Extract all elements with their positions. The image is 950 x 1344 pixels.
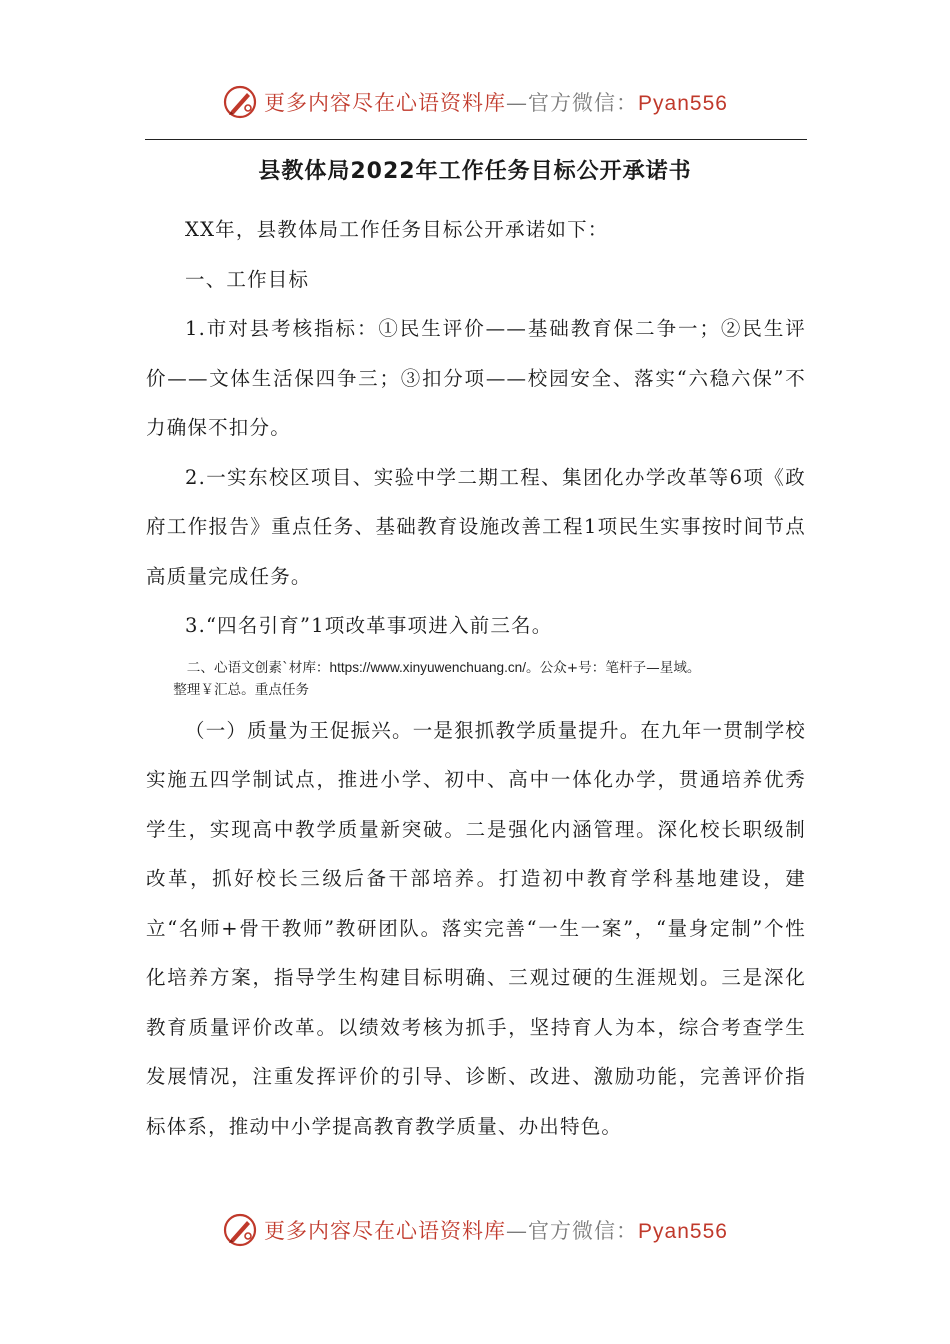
paragraph: 2.一实东校区项目、实验中学二期工程、集团化办学改革等6项《政府工作报告》重点任务、基础教育设施改善工程1项民生实事按时间节点高质量完成任务。 bbox=[146, 465, 806, 588]
paragraph: 3.“四名引育”1项改革事项进入前三名。 bbox=[185, 614, 553, 637]
document-body bbox=[146, 205, 806, 1151]
note-line2: 整理￥汇总。重点任务 bbox=[173, 681, 310, 698]
banner-official-label: 官方微信： bbox=[528, 1219, 639, 1243]
watermark-note bbox=[146, 657, 806, 701]
banner-dash: — bbox=[506, 1219, 529, 1243]
note-url-link[interactable]: https://www.xinyuwenchuang.cn/ bbox=[329, 659, 526, 675]
banner-wechat-id: Pyan556 bbox=[638, 1220, 728, 1243]
section-heading: 一、工作目标 bbox=[185, 267, 310, 291]
banner-official-label: 官方微信： bbox=[528, 91, 639, 115]
header-banner bbox=[0, 80, 950, 124]
banner-wechat-id: Pyan556 bbox=[638, 92, 728, 115]
pen-logo-icon bbox=[222, 84, 258, 120]
banner-text bbox=[264, 1215, 728, 1245]
banner-main-text: 更多内容尽在心语资料库 bbox=[264, 91, 507, 115]
note-suffix: 。公众+号：笔杆子—星域。 bbox=[526, 659, 701, 676]
banner-dash: — bbox=[506, 91, 529, 115]
document-title: 县教体局2022年工作任务目标公开承诺书 bbox=[258, 159, 692, 184]
header-rule bbox=[145, 139, 807, 140]
footer-banner bbox=[0, 1208, 950, 1252]
banner-text bbox=[264, 87, 728, 117]
note-prefix: 二、心语文创素`材库： bbox=[186, 659, 330, 676]
pen-logo-icon bbox=[222, 1212, 258, 1248]
banner-main-text: 更多内容尽在心语资料库 bbox=[264, 1219, 507, 1243]
paragraph: XX年，县教体局工作任务目标公开承诺如下： bbox=[185, 218, 609, 241]
paragraph: 1.市对县考核指标：①民生评价——基础教育保二争一；②民生评价——文体生活保四争三；③扣分项——校园安全、落实“六稳六保”不力确保不扣分。 bbox=[146, 317, 806, 439]
paragraph: （一）质量为王促振兴。一是狠抓教学质量提升。在九年一贯制学校实施五四学制试点，推进小学、初中、高中一体化办学，贯通培养优秀学生，实现高中教学质量新突破。二是强化内涵管理。深化校长职级制改革，抓好校长三级后备干部培养。打造初中教育学科基地建设，建立“名师+骨干教师”教研团队。落实完善“一生一案”，“量身定制”个性化培养方案，指导学生构建目标明确、三观过硬的生涯规划。三是深化教育质量评价改革。以绩效考核为抓手，坚持育人为本，综合考查学生发展情况，注重发挥评价的引导、诊断、改进、激励功能，完善评价指标体系，推动中小学提高教育教学质量、办出特色。 bbox=[146, 718, 807, 1138]
